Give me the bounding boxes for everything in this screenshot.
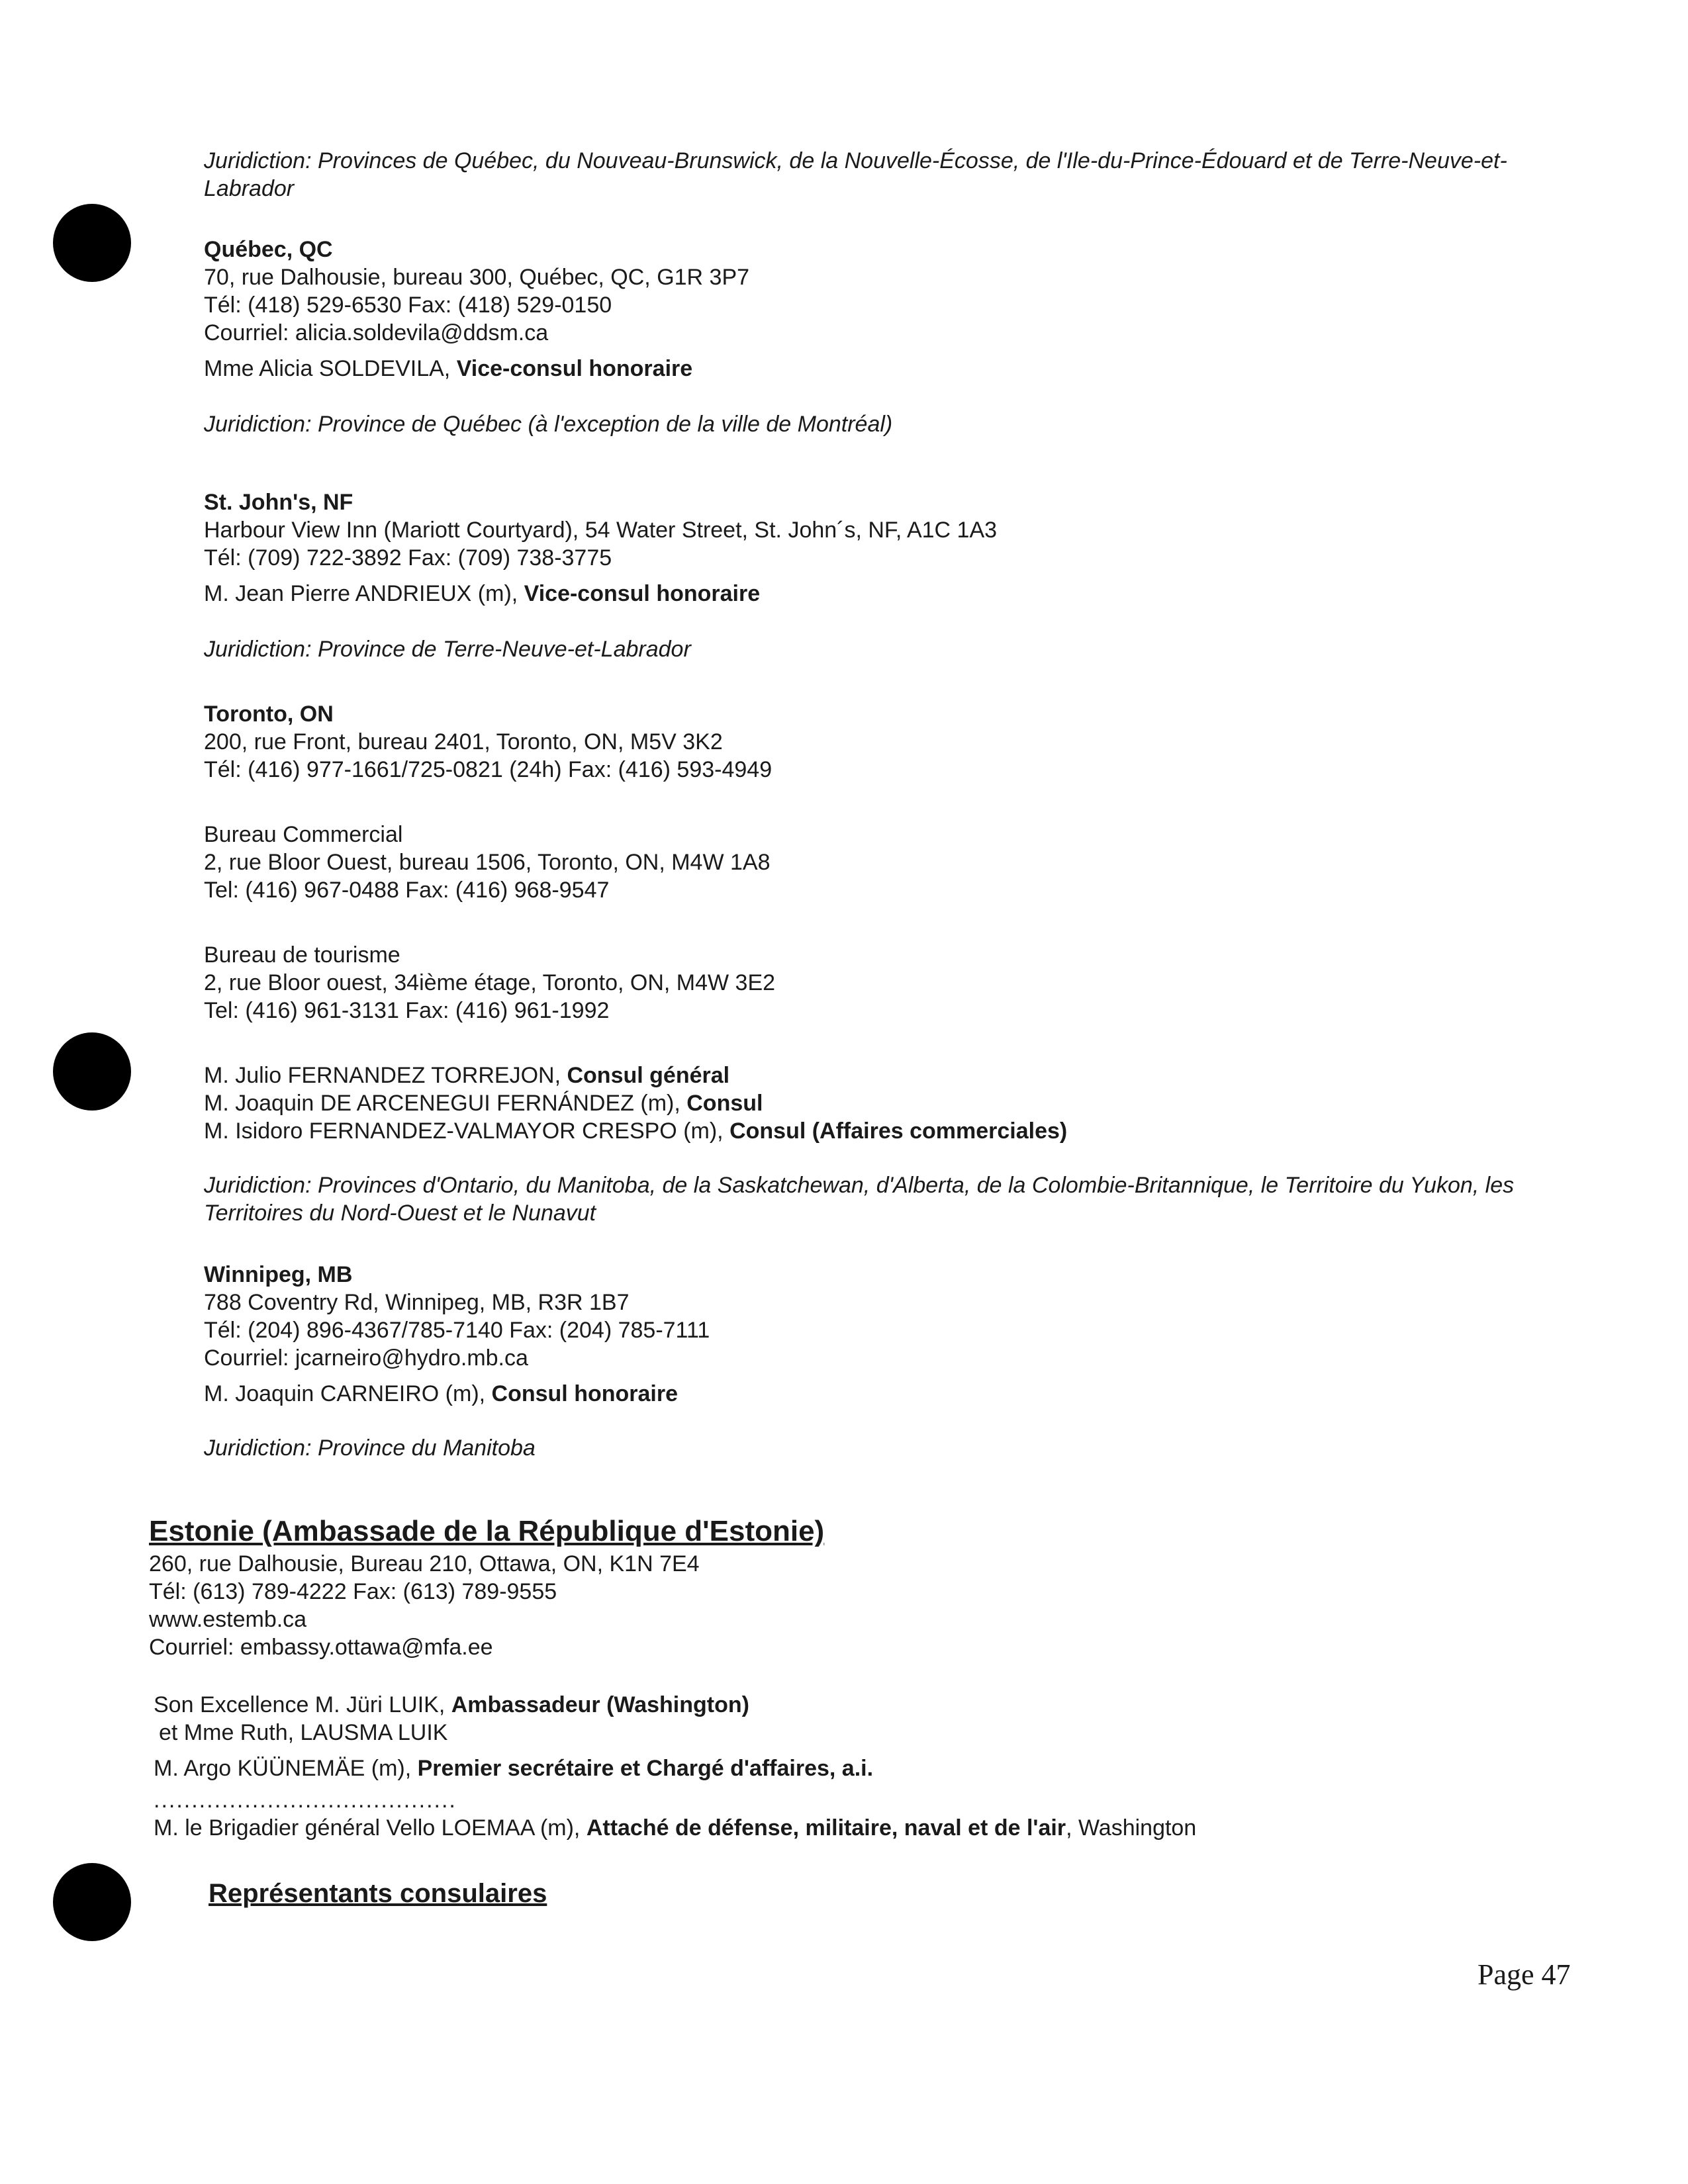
official-line (154, 1754, 1511, 1782)
phone-fax: Tél: (416) 977-1661/725-0821 (24h) Fax: (416) 593-4949 (204, 757, 773, 782)
tourism-office-label: Bureau de tourisme (204, 942, 400, 968)
hole-punch-bottom (53, 1863, 131, 1941)
official-line (204, 355, 1561, 383)
phone-fax: Tél: (709) 722-3892 Fax: (709) 738-3775 (204, 545, 612, 570)
official-title: Consul (Affaires commerciales) (729, 1118, 1068, 1144)
official-name: Son Excellence M. Jüri LUIK, (154, 1692, 451, 1717)
official-title: Premier secrétaire et Chargé d'affaires, a.i. (417, 1756, 874, 1781)
city-heading-quebec: Québec, QC (204, 237, 333, 262)
official-name: M. Isidoro FERNANDEZ-VALMAYOR CRESPO (m), (204, 1118, 730, 1144)
jurisdiction: Juridiction: Province de Terre-Neuve-et-Labrador (204, 637, 691, 662)
official-name: M. Julio FERNANDEZ TORREJON, (204, 1063, 567, 1088)
official-line (204, 1089, 1561, 1117)
spouse-line: et Mme Ruth, LAUSMA LUIK (159, 1720, 448, 1745)
jurisdiction: Juridiction: Provinces d'Ontario, du Manitoba, de la Saskatchewan, d'Alberta, de la Colombie-Britannique, le Territoire du Yukon, les Territoires du Nord-Ouest et le Nunavut (204, 1173, 1515, 1226)
official-title: Consul général (567, 1063, 730, 1088)
hole-punch-top (53, 204, 131, 282)
official-title: Attaché de défense, militaire, naval et de l'air (586, 1815, 1066, 1841)
official-name: M. Jean Pierre ANDRIEUX (m), (204, 581, 524, 606)
tourism-office-phone: Tel: (416) 961-3131 Fax: (416) 961-1992 (204, 998, 610, 1023)
previous-jurisdiction: Juridiction: Provinces de Québec, du Nouveau-Brunswick, de la Nouvelle-Écosse, de l'Ile-du-Prince-Édouard et de Terre-Neuve-et-Labrador (204, 148, 1507, 201)
address: 260, rue Dalhousie, Bureau 210, Ottawa, ON, K1N 7E4 (149, 1551, 700, 1576)
dotted-separator: ........................................ (154, 1788, 457, 1813)
official-line (204, 580, 1561, 608)
consular-representatives-heading: Représentants consulaires (209, 1879, 547, 1908)
email: Courriel: embassy.ottawa@mfa.ee (149, 1635, 493, 1660)
city-heading-toronto: Toronto, ON (204, 702, 334, 727)
email: Courriel: jcarneiro@hydro.mb.ca (204, 1345, 528, 1371)
address: 70, rue Dalhousie, bureau 300, Québec, QC, G1R 3P7 (204, 265, 750, 290)
commercial-office-address: 2, rue Bloor Ouest, bureau 1506, Toronto, ON, M4W 1A8 (204, 850, 771, 875)
jurisdiction: Juridiction: Province du Manitoba (204, 1435, 536, 1461)
official-title: Consul honoraire (491, 1381, 678, 1406)
official-line (204, 1117, 1561, 1145)
commercial-office-phone: Tel: (416) 967-0488 Fax: (416) 968-9547 (204, 878, 610, 903)
commercial-office-label: Bureau Commercial (204, 822, 403, 847)
official-title: Ambassadeur (Washington) (451, 1692, 749, 1717)
official-line (204, 1380, 1561, 1408)
official-location: , Washington (1066, 1815, 1197, 1841)
page-number: Page 47 (1477, 1958, 1571, 1991)
email: Courriel: alicia.soldevila@ddsm.ca (204, 320, 549, 345)
official-name: M. Joaquin CARNEIRO (m), (204, 1381, 492, 1406)
estonia-officials (154, 1691, 1511, 1842)
phone-fax: Tél: (613) 789-4222 Fax: (613) 789-9555 (149, 1579, 557, 1604)
phone-fax: Tél: (204) 896-4367/785-7140 Fax: (204) 785-7111 (204, 1318, 710, 1343)
estonia-contact (149, 1550, 1506, 1661)
official-title: Vice-consul honoraire (524, 581, 761, 606)
official-name: Mme Alicia SOLDEVILA, (204, 356, 457, 381)
jurisdiction: Juridiction: Province de Québec (à l'exception de la ville de Montréal) (204, 412, 893, 437)
city-heading-winnipeg: Winnipeg, MB (204, 1262, 353, 1287)
address: Harbour View Inn (Mariott Courtyard), 54 Water Street, St. John´s, NF, A1C 1A3 (204, 518, 998, 543)
stjohns-section (204, 488, 1561, 663)
address: 788 Coventry Rd, Winnipeg, MB, R3R 1B7 (204, 1290, 630, 1315)
section-title-estonia: Estonie (Ambassade de la République d'Estonie) (149, 1515, 825, 1547)
official-title: Vice-consul honoraire (456, 356, 693, 381)
official-name: M. le Brigadier général Vello LOEMAA (m), (154, 1815, 586, 1841)
official-line (154, 1814, 1511, 1842)
official-name: M. Joaquin DE ARCENEGUI FERNÁNDEZ (m), (204, 1091, 687, 1116)
winnipeg-section (204, 1261, 1561, 1462)
phone-fax: Tél: (418) 529-6530 Fax: (418) 529-0150 (204, 293, 612, 318)
quebec-section (204, 147, 1561, 438)
tourism-office-address: 2, rue Bloor ouest, 34ième étage, Toronto, ON, M4W 3E2 (204, 970, 776, 995)
toronto-section (204, 700, 1561, 1227)
official-name: M. Argo KÜÜNEMÄE (m), (154, 1756, 418, 1781)
official-title: Consul (686, 1091, 763, 1116)
address: 200, rue Front, bureau 2401, Toronto, ON, M5V 3K2 (204, 729, 723, 754)
city-heading-stjohns: St. John's, NF (204, 490, 353, 515)
official-line (154, 1691, 1511, 1719)
hole-punch-middle (53, 1032, 131, 1111)
website: www.estemb.ca (149, 1607, 307, 1632)
official-line (204, 1062, 1561, 1089)
